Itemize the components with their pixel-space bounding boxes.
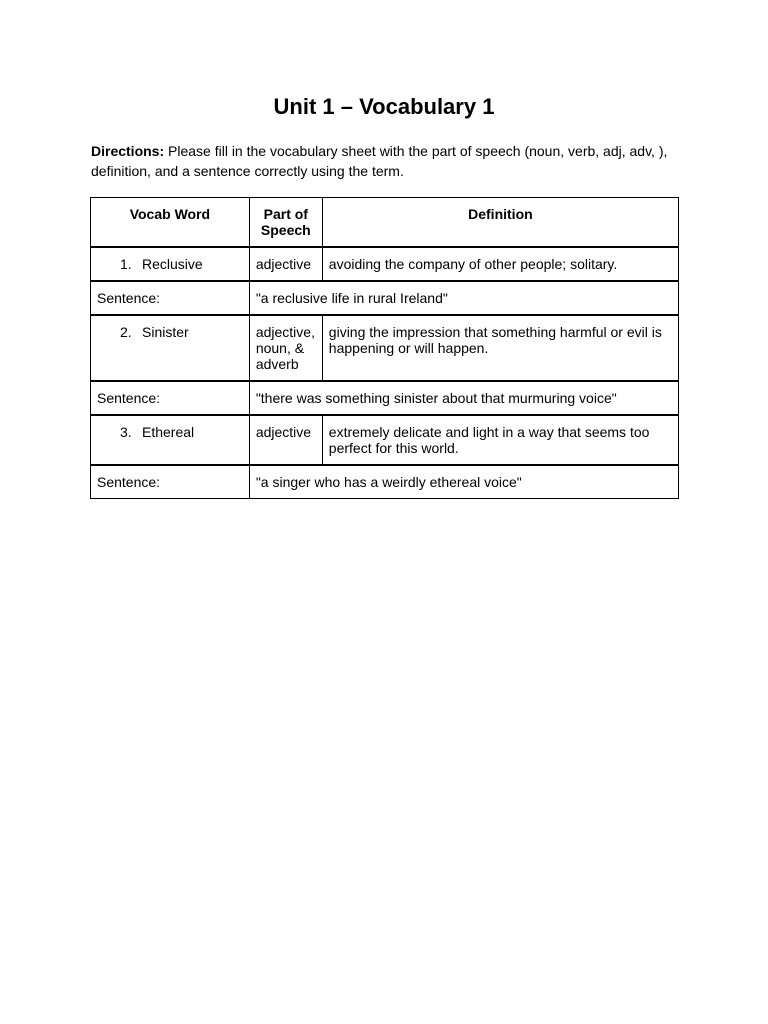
vocab-word: Ethereal	[142, 424, 195, 440]
page-title: Unit 1 – Vocabulary 1	[273, 94, 495, 119]
part-of-speech-cell: adjective	[249, 415, 322, 465]
definition-cell: giving the impression that something harmful or evil is happening or will happen.	[322, 315, 678, 381]
part-of-speech-cell: adjective, noun, & adverb	[249, 315, 322, 381]
word-number: 1.	[120, 256, 132, 272]
header-vocab-word: Vocab Word	[91, 198, 250, 248]
directions	[91, 141, 681, 181]
sentence-label: Sentence:	[91, 281, 250, 315]
directions-label: Directions:	[91, 143, 165, 159]
vocab-word: Reclusive	[142, 256, 203, 272]
vocab-word: Sinister	[142, 324, 189, 340]
vocab-table	[90, 197, 679, 499]
header-definition: Definition	[322, 198, 678, 248]
sentence-row	[91, 281, 679, 315]
word-number: 3.	[120, 424, 132, 440]
word-row	[91, 315, 679, 381]
sentence-label: Sentence:	[91, 381, 250, 415]
word-number: 2.	[120, 324, 132, 340]
sentence-label: Sentence:	[91, 465, 250, 499]
definition-cell: extremely delicate and light in a way that seems too perfect for this world.	[322, 415, 678, 465]
sentence-cell: "a singer who has a weirdly ethereal voice"	[249, 465, 678, 499]
header-row	[91, 198, 679, 248]
word-row	[91, 247, 679, 281]
part-of-speech-cell: adjective	[249, 247, 322, 281]
sentence-cell: "a reclusive life in rural Ireland"	[249, 281, 678, 315]
definition-cell: avoiding the company of other people; solitary.	[322, 247, 678, 281]
sentence-row	[91, 381, 679, 415]
word-row	[91, 415, 679, 465]
directions-text: Please fill in the vocabulary sheet with the part of speech (noun, verb, adj, adv, ), definition, and a sentence correctly using the term.	[91, 143, 668, 179]
vocab-word-cell	[91, 415, 250, 465]
vocab-word-cell	[91, 315, 250, 381]
sentence-row	[91, 465, 679, 499]
header-part-of-speech: Part of Speech	[249, 198, 322, 248]
sentence-cell: "there was something sinister about that murmuring voice"	[249, 381, 678, 415]
vocab-word-cell	[91, 247, 250, 281]
